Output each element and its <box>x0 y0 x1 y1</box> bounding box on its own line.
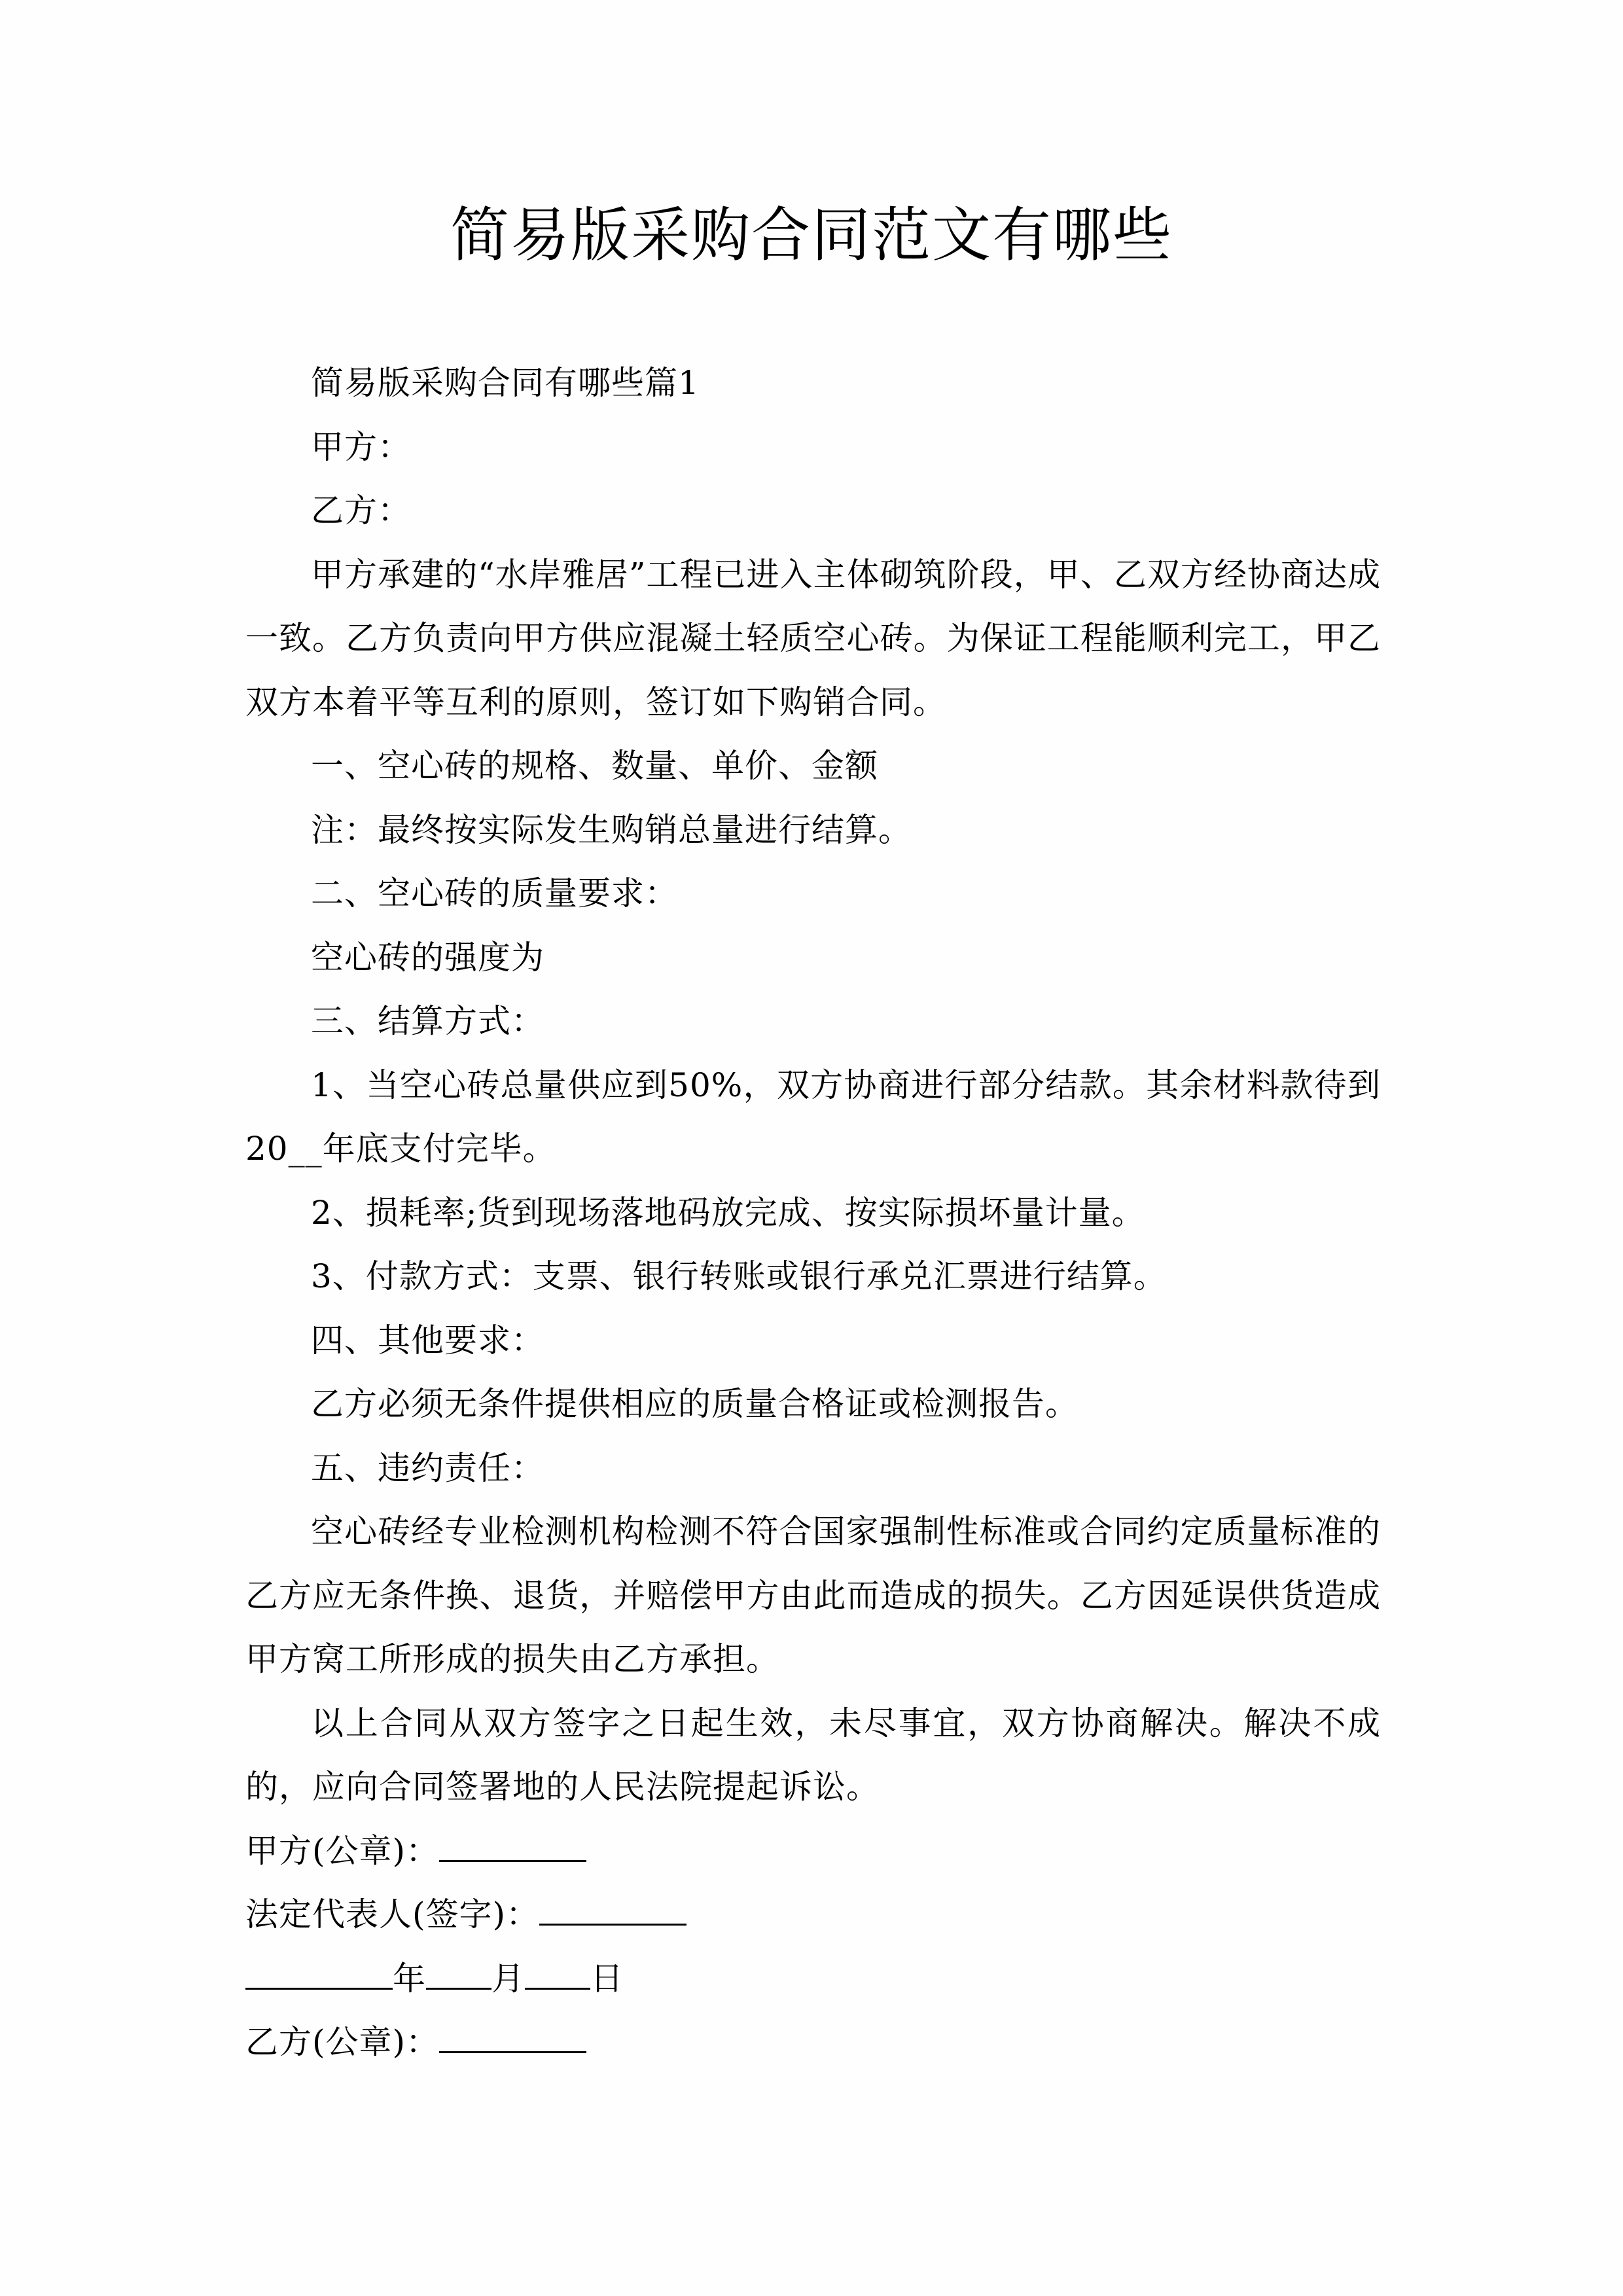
legal-rep-line <box>245 1883 1381 1947</box>
closing-paragraph: 以上合同从双方签字之日起生效，未尽事宜，双方协商解决。解决不成的，应向合同签署地的人民法院提起诉讼。 <box>245 1704 1381 1806</box>
legal-rep-blank[interactable] <box>539 1897 687 1926</box>
document-body <box>245 351 1381 2075</box>
clause-4-heading: 四、其他要求： <box>311 1321 544 1359</box>
document-title: 简易版采购合同范文有哪些 <box>450 201 1173 270</box>
day-blank[interactable] <box>525 1962 590 1990</box>
legal-rep-label: 法定代表人(签字)： <box>245 1895 540 1933</box>
year-blank[interactable] <box>245 1962 393 1990</box>
clause-5-body: 空心砖经专业检测机构检测不符合国家强制性标准或合同约定质量标准的乙方应无条件换、退货，并赔偿甲方由此而造成的损失。乙方因延误供货造成甲方窝工所形成的损失由乙方承担。 <box>245 1513 1381 1678</box>
clause-2-body: 空心砖的强度为 <box>311 938 544 977</box>
party-a-seal-line <box>245 1820 1381 1884</box>
year-label: 年 <box>393 1959 426 1998</box>
clause-3-item-3: 3、付款方式：支票、银行转账或银行承兑汇票进行结算。 <box>311 1257 1167 1295</box>
clause-3-heading: 三、结算方式： <box>311 1002 544 1040</box>
party-a-label: 甲方： <box>311 427 411 466</box>
party-a-seal-label: 甲方(公章)： <box>245 1831 440 1870</box>
month-label: 月 <box>491 1959 525 1998</box>
month-blank[interactable] <box>426 1962 491 1990</box>
party-a-seal-blank[interactable] <box>439 1834 586 1862</box>
clause-4-body: 乙方必须无条件提供相应的质量合格证或检测报告。 <box>311 1385 1079 1423</box>
clause-2-heading: 二、空心砖的质量要求： <box>311 874 678 912</box>
party-b-label: 乙方： <box>311 492 411 529</box>
date-line <box>245 1947 1381 2011</box>
clause-1-heading: 一、空心砖的规格、数量、单价、金额 <box>311 747 878 785</box>
party-b-seal-label: 乙方(公章)： <box>245 2023 440 2061</box>
day-label: 日 <box>590 1959 624 1998</box>
clause-3-item-2: 2、损耗率;货到现场落地码放完成、按实际损坏量计量。 <box>311 1193 1145 1232</box>
clause-1-note: 注：最终按实际发生购销总量进行结算。 <box>311 810 912 849</box>
party-b-seal-blank[interactable] <box>439 2025 586 2053</box>
clause-5-heading: 五、违约责任： <box>311 1448 544 1487</box>
intro-paragraph: 甲方承建的“水岸雅居”工程已进入主体砌筑阶段，甲、乙双方经协商达成一致。乙方负责向甲方供应混凝土轻质空心砖。为保证工程能顺利完工，甲乙双方本着平等互利的原则，签订如下购销合同。 <box>245 555 1381 721</box>
section-heading: 简易版采购合同有哪些篇1 <box>311 364 700 402</box>
clause-3-item-1: 1、当空心砖总量供应到50%，双方协商进行部分结款。其余材料款待到20__年底支付完毕。 <box>245 1066 1381 1168</box>
party-b-seal-line <box>245 2011 1381 2075</box>
